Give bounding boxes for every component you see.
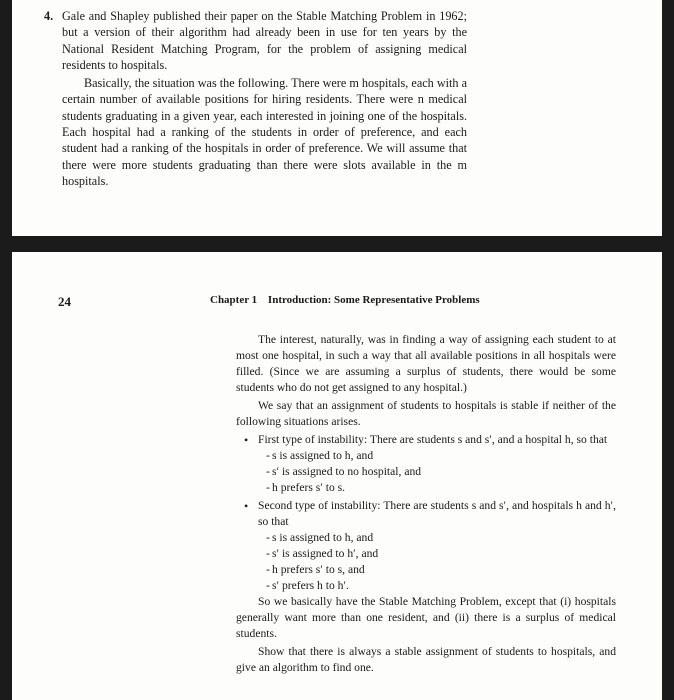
running-head — [210, 294, 480, 306]
chapter-label: Chapter 1 — [210, 294, 258, 306]
bullet-icon: • — [244, 433, 249, 447]
exercise-4 — [44, 8, 467, 189]
list-item: - s′ is assigned to no hospital, and — [266, 465, 422, 478]
page-upper — [12, 0, 662, 236]
exercise-number: 4. — [44, 9, 54, 23]
body-paragraph-3: So we basically have the Stable Matching Problem, except that (i) hospitals generally want more than one resident, and (ii) there is a surplus of medical students. — [236, 595, 616, 640]
page-number: 24 — [58, 294, 71, 309]
right-frame-border — [662, 0, 674, 700]
bullet-1-lead: First type of instability: There are students s and s′, and a hospital h, so that — [258, 433, 608, 446]
list-item: - s′ is assigned to h′, and — [266, 547, 379, 560]
list-item: - s is assigned to h, and — [266, 531, 374, 544]
page-lower — [12, 252, 662, 700]
bullet-instability-2 — [236, 498, 616, 594]
list-item: - h prefers s′ to s. — [266, 481, 346, 494]
chapter-title: Introduction: Some Representative Problems — [267, 294, 480, 306]
page-separator — [0, 236, 674, 252]
list-item: - h prefers s′ to s, and — [266, 563, 365, 576]
body-paragraph-2: We say that an assignment of students to hospitals is stable if neither of the following situations arises. — [236, 399, 616, 428]
bullet-icon: • — [244, 499, 249, 513]
body-paragraph-1: The interest, naturally, was in finding a way of assigning each student to at most one hospital, in such a way that all available positions in all hospitals were filled. (Since we are assuming a surplus of students, there would be some students who do not get assigned to any hospital.) — [236, 333, 616, 394]
exercise-paragraph-1: Gale and Shapley published their paper on the Stable Matching Problem in 1962; but a version of their algorithm had already been in use for ten years by the National Resident Matching Program, for the problem of assigning medical residents to hospitals. — [62, 9, 467, 72]
bullet-2-subitems — [258, 530, 616, 594]
bullet-2-lead: Second type of instability: There are students s and s′, and hospitals h and h′, so that — [258, 499, 616, 528]
bullet-instability-1 — [236, 432, 616, 496]
bullet-1-subitems — [258, 448, 616, 496]
exercise-paragraph-2: Basically, the situation was the following. There were m hospitals, each with a certain number of available positions for hiring residents. There were n medical students graduating in a given year, each interested in joining one of the hospitals. Each hospital had a ranking of the students in order of preference, and each student had a ranking of the hospitals in order of preference. We will assume that there were more students graduating than there were slots available in the m hospitals. — [62, 76, 467, 188]
body-paragraph-4: Show that there is always a stable assignment of students to hospitals, and give an algorithm to find one. — [236, 645, 616, 674]
left-frame-border — [0, 0, 12, 700]
list-item: - s′ prefers h to h′. — [266, 579, 349, 592]
body-text — [236, 332, 616, 678]
list-item: - s is assigned to h, and — [266, 449, 374, 462]
